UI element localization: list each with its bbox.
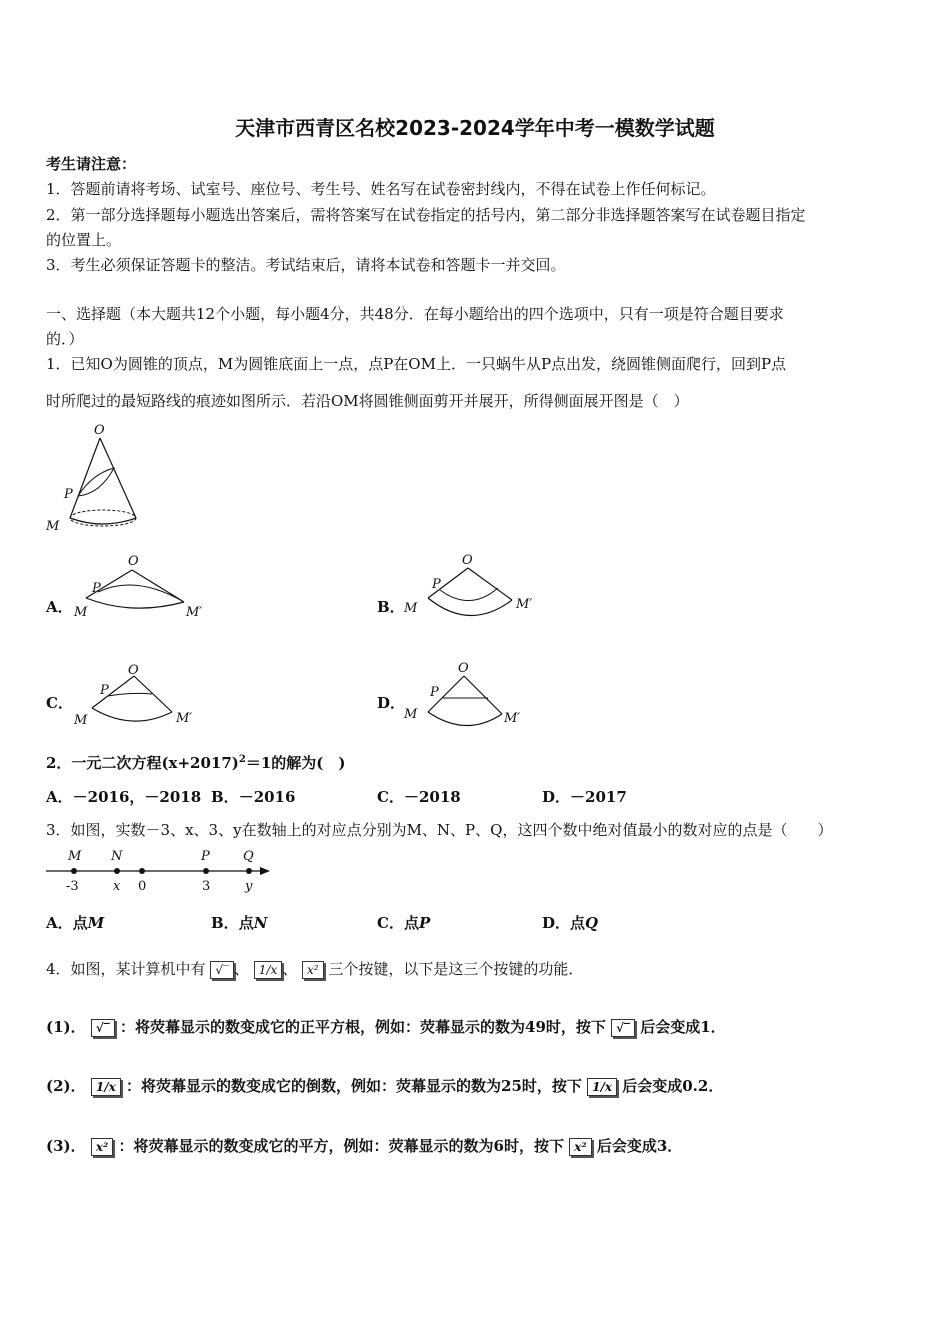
square-key-icon[interactable]: x²	[569, 1138, 591, 1156]
q1-stem-cont: 时所爬过的最短路线的痕迹如图所示．若沿OM将圆锥侧面剪开并展开，所得侧面展开图是（ ）	[46, 392, 689, 410]
opt-d-m2: M′	[504, 711, 521, 726]
section-heading: 一、选择题（本大题共12个小题，每小题4分，共48分．在每小题给出的四个选项中，只有一项是符合题目要求	[46, 305, 784, 323]
q2-option-a[interactable]: A．－2016，－2018	[46, 788, 202, 806]
q1-option-b-label[interactable]: B．	[377, 598, 405, 616]
cone-label-p: P	[64, 487, 73, 502]
nl-value-origin: 0	[138, 879, 147, 894]
opt-d-o: O	[458, 661, 469, 676]
notice-item: 2．第一部分选择题每小题选出答案后，需将答案写在试卷指定的括号内，第二部分非选择题答案写在试卷题目指定	[46, 206, 806, 224]
notice-item: 3．考生必须保证答题卡的整洁。考试结束后，请将本试卷和答题卡一并交回。	[46, 256, 566, 274]
nl-value-n: x	[113, 879, 121, 894]
q4-item-3: (3)． x² ：将荧幕显示的数变成它的平方，例如：荧幕显示的数为6时，按下 x² 后会变成3．	[46, 1137, 683, 1155]
point-p	[203, 868, 209, 874]
q3-option-b[interactable]: B．点N	[211, 914, 268, 932]
number-line	[44, 844, 284, 896]
q2-option-b[interactable]: B．－2016	[211, 788, 296, 806]
nl-label-m: M	[68, 849, 82, 864]
reciprocal-key-icon[interactable]: 1/x	[254, 961, 282, 979]
opt-b-m: M	[404, 601, 418, 616]
opt-c-m: M	[74, 713, 88, 728]
opt-d-m: M	[404, 707, 418, 722]
cone-label-m: M	[46, 519, 60, 534]
reciprocal-key-icon[interactable]: 1/x	[91, 1078, 121, 1096]
square-key-icon[interactable]: x²	[91, 1138, 113, 1156]
opt-d-p: P	[430, 685, 439, 700]
nl-value-q: y	[245, 879, 253, 894]
q3-option-c[interactable]: C．点P	[377, 914, 431, 932]
q4-item-2: (2)． 1/x ：将荧幕显示的数变成它的倒数，例如：荧幕显示的数为25时，按下 1/x 后会变成0.2．	[46, 1077, 724, 1095]
q3-option-d[interactable]: D．点Q	[542, 914, 599, 932]
opt-c-o: O	[128, 663, 139, 678]
nl-label-p: P	[201, 849, 210, 864]
q2-stem-prefix: 2．一元二次方程(x+2017)	[46, 754, 239, 772]
notice-item: 的位置上。	[46, 231, 122, 249]
sqrt-key-icon[interactable]: √‾	[91, 1019, 115, 1037]
point-origin	[139, 868, 145, 874]
q4-item-1: (1)． √‾ ：将荧幕显示的数变成它的正平方根，例如：荧幕显示的数为49时，按下 √‾ 后会变成1．	[46, 1018, 726, 1036]
section-heading-cont: 的．）	[46, 330, 84, 348]
point-q	[246, 868, 252, 874]
q2-stem	[46, 752, 346, 773]
opt-b-m2: M′	[516, 597, 533, 612]
q1-stem: 1．已知O为圆锥的顶点，M为圆锥底面上一点，点P在OM上．一只蜗牛从P点出发，绕圆锥侧面爬行，回到P点	[46, 355, 787, 373]
q3-stem: 3．如图，实数－3、x、3、y在数轴上的对应点分别为M、N、P、Q，这四个数中绝对值最小的数对应的点是（ ）	[46, 821, 833, 839]
q3-option-a[interactable]: A．点M	[46, 914, 105, 932]
q4-stem: 4．如图，某计算机中有 √‾ 、 1/x 、 x² 三个按键，以下是这三个按键的功能．	[46, 960, 584, 978]
cone-label-o: O	[94, 423, 105, 438]
opt-c-p: P	[100, 683, 109, 698]
nl-value-p: 3	[202, 879, 211, 894]
notice-item: 1．答题前请将考场、试室号、座位号、考生号、姓名写在试卷密封线内，不得在试卷上作任何标记。	[46, 180, 716, 198]
nl-label-q: Q	[243, 849, 254, 864]
opt-a-o: O	[128, 554, 139, 569]
point-m	[71, 868, 77, 874]
sqrt-key-icon[interactable]: √‾	[611, 1019, 635, 1037]
q2-option-d[interactable]: D．－2017	[542, 788, 627, 806]
sqrt-key-icon[interactable]: √‾	[210, 961, 234, 979]
q1-option-c-figure[interactable]	[72, 660, 222, 735]
q2-option-c[interactable]: C．－2018	[377, 788, 461, 806]
nl-label-n: N	[111, 849, 123, 864]
opt-a-m2: M′	[186, 605, 203, 620]
q1-option-d-label[interactable]: D．	[377, 694, 406, 712]
nl-value-m: -3	[66, 879, 79, 894]
q1-option-c-label[interactable]: C．	[46, 694, 73, 712]
q1-option-a-label[interactable]: A．	[46, 598, 73, 616]
cone-figure	[40, 420, 160, 540]
opt-a-p: P	[92, 581, 101, 596]
point-n	[114, 868, 120, 874]
q2-exponent: 2	[238, 754, 246, 765]
q1-option-d-figure[interactable]	[400, 656, 550, 731]
page-title: 天津市西青区名校2023-2024学年中考一模数学试题	[235, 116, 715, 140]
q2-stem-suffix: ＝1的解为( )	[245, 754, 346, 772]
q1-option-b-figure[interactable]	[400, 550, 550, 625]
square-key-icon[interactable]: x²	[302, 961, 324, 979]
notice-heading: 考生请注意：	[46, 155, 137, 173]
opt-b-o: O	[462, 553, 473, 568]
opt-a-m: M	[74, 605, 88, 620]
opt-c-m2: M′	[176, 711, 193, 726]
reciprocal-key-icon[interactable]: 1/x	[587, 1078, 617, 1096]
opt-b-p: P	[432, 577, 441, 592]
q1-option-a-figure[interactable]	[72, 550, 222, 625]
